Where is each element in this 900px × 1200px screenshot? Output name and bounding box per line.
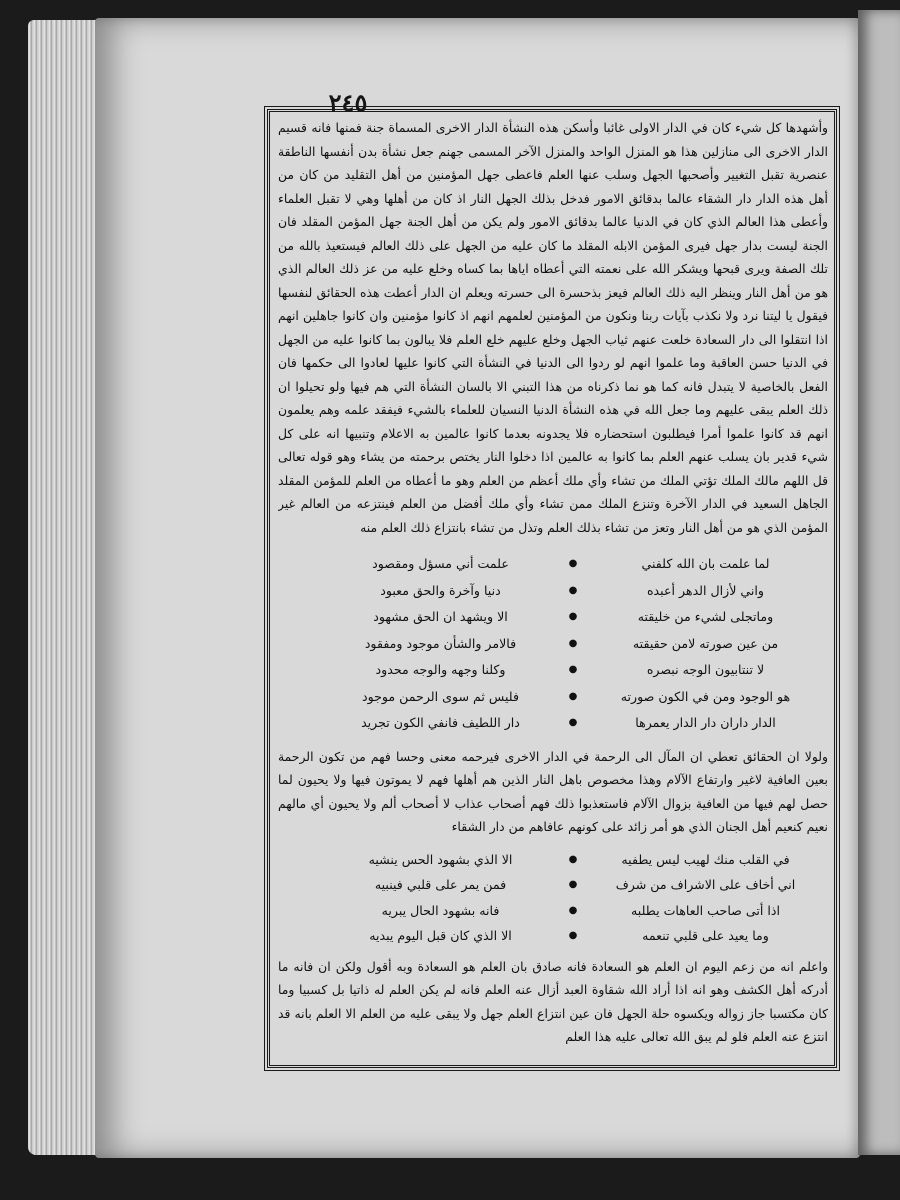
prose-paragraph: واعلم انه من زعم اليوم ان العلم هو السعادة فانه صادق بان العلم هو السعادة وبه أقول ولكن ان فانه ما أدركه أهل الكشف وهو انه اذا أراد الله شقاوة العبد أزال عنه العلم فانه لم يكن العلم له ذاتيا بل كسبيا وما كان مكتسبا جاز زواله ويكسوه حلة الجهل فان عين انتزاع العلم جهل ولا يبقى عليه من العلم الا العلم بانه قد انتزع عنه العلم فلو لم يبق الله تعالى عليه هذا العلم [278,958,828,1044]
verse-line: هو الوجود ومن في الكون صورته ● فليس ثم سوى الرحمن موجود [362,688,791,704]
verse-line: من عين صورته لامن حقيقته ● فالامر والشأن موجود ومفقود [364,635,779,651]
verse-line: وما يعيد على قلبي تنعمه ● الا الذي كان قبل اليوم يبديه [369,928,769,943]
poem-block-2 [278,847,828,949]
opposite-page-edge [858,10,900,1155]
page-text [278,116,828,1061]
page-number: ٢٤٥ [328,88,368,117]
verse-line: وماتجلى لشيء من خليقته ● الا ويشهد ان الحق مشهود [373,609,774,624]
prose-paragraph: ولولا ان الحقائق تعطي ان المآل الى الرحمة في الدار الاخرى فيرحمه معنى وحسا فهم من تكون الرحمة بعين العافية لاغير وارتفاع الآلام وهذا مخصوص باهل النار الذين هم أهلها فهم لا يموتون فيها ولا يحيون لما حصل لهم فيها من العافية بزوال الآلام فاستعذبوا ذلك فهم أصحاب عذاب لا أصحاب ألم ولا يحيون أي مالهم نعيم كنعيم أهل الجنان الذي هو أمر زائد على كونهم عافاهم من دار الشقاء [278,748,828,834]
poem-block-1 [278,551,828,737]
verse-line: واني لأزال الدهر أعبده ● دنيا وآخرة والحق معبود [380,582,765,598]
verse-line: اني أخاف على الاشراف من شرف ● فمن يمر على قلبي فينبيه [374,877,796,892]
verse-line: اذا أتى صاحب العاهات يطلبه ● فانه بشهود الحال يبريه [381,902,780,918]
verse-line: الدار داران دار الدار يعمرها ● دار اللطيف فانفي الكون تجريد [361,715,776,730]
verse-line: في القلب منك لهيب ليس يطفيه ● الا الذي بشهود الحس ينشيه [368,851,790,867]
prose-paragraph: وأشهدها كل شيء كان في الدار الاولى غائبا وأسكن هذه النشأة الدار الاخرى المسماة جنة فمنها فانه قسيم الدار الاخرى الى منازلين هذا هو المنزل الواحد والمنزل الآخر المسمى جهنم جعل نشأة بدن أنفسها الناطقة عنصرية تقبل التغيير وأصحبها الجهل وسلب عنها العلم فاعطى جهل المؤمنين من أهل التقليد من كان من أهل هذه الدار دار الشقاء عالما بدقائق الامور فدخل بذلك الجهل النار اذ كان من أهلها وهي لا تقبل العلماء وأعطى هذا العالم الذي كان في الدنيا عالما بدقائق الامور ولم يكن من أهل الجنة جهل المؤمن المقلد فان الجنة ليست بدار جهل فيرى المؤمن الابله المقلد ما كان عليه من الجهل على ذلك العالم فيستعيذ بالله من تلك الصفة ويرى قبحها ويشكر الله على نعمته التي أعطاه اياها بما كساه وخلع عليه من عز ذلك العالم الذي هو من أهل النار وينظر اليه ذلك العالم فيعز بذحسرة الى حسرته ويعلم ان الدار أعطت هذه الحقائق لنفسها فيقول يا ليتنا نرد ولا نكذب بآيات ربنا ونكون من المؤمنين لعلمهم انهم اذ كانوا مؤمنين وان كانوا جاهلين انهم اذا انتقلوا الى دار السعادة خلعت عنهم ثياب الجهل وخلع عليهم خلع العلم فلا يبالون بما كانوا عليه من الجهل في الدنيا حسن العاقبة وما علموا انهم لو ردوا الى الدنيا في النشأة التي كانوا عليها لعادوا الى حكمها فان الفعل بالخاصية لا يتبدل فانه كما هو نما ذكرناه من هذا التبني الا بالسان النشأة التي هم فيها ولو تحيلوا ان ذلك العلم يبقى عليهم وما جعل الله في هذه النشأة الدنيا النسيان للعلماء بالشيء فيفقد علمه وهم يعلمون انهم قد كانوا علموا أمرا فيطلبون استحضاره فلا يجدونه بعدما كانوا عالمين به الاعلام وتنبيها انه على كل شيء قدير بان يسلب عنهم العلم بما كانوا به عالمين اذا دخلوا النار يختص برحمته من يشاء وهو قوله تعالى قل اللهم مالك الملك تؤتي الملك من تشاء وأي ملك أعظم من العلم وهو ما أعطاه من العلم للمؤمن المقلد الجاهل السعيد في الدار الآخرة وتنزع الملك ممن تشاء وأي ملك أفضل من العلم فينتزعه من العالم غير المؤمن الذي هو من أهل النار وتعز من تشاء بذلك العلم وتذل من تشاء بانتزاع ذلك العلم منه [278,120,828,535]
verse-line: لا تنتابيون الوجه نبصره ● وكلنا وجهه والوجه محدود [375,662,765,677]
verse-line: لما علمت بان الله كلفني ● علمت أني مسؤل ومقصود [372,556,770,571]
